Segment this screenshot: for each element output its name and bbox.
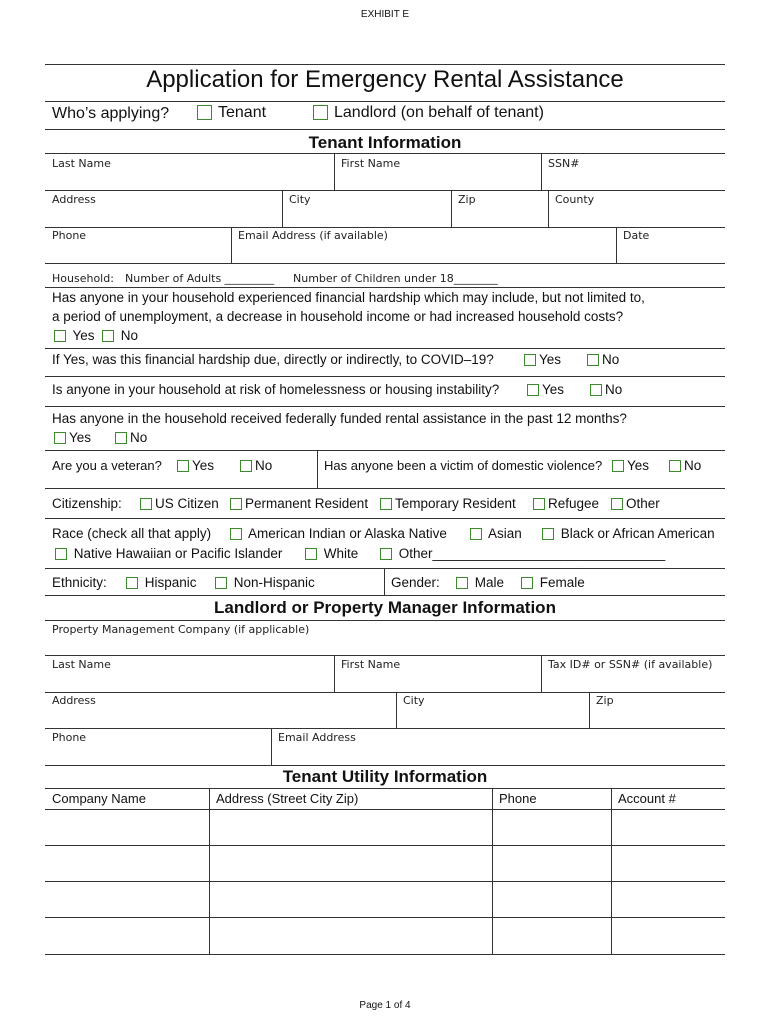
race-black-option[interactable] (542, 526, 715, 541)
table-row[interactable] (45, 809, 725, 810)
covid-yes-option[interactable] (524, 352, 561, 367)
adults-field[interactable]: Number of Adults _________ (125, 272, 275, 285)
hardship-no-label: No (120, 328, 139, 343)
divider (589, 692, 590, 728)
homeless-yes-label: Yes (542, 382, 565, 397)
divider (45, 227, 725, 228)
divider (541, 655, 542, 692)
citizenship-permanent-option[interactable] (230, 496, 368, 511)
gender-female-checkbox[interactable] (521, 577, 533, 589)
federal-yes-label: Yes (69, 430, 92, 445)
landlord-last-name-field[interactable]: Last Name (52, 658, 111, 671)
exhibit-label: EXHIBIT E (360, 9, 410, 20)
covid-question: If Yes, was this financial hardship due, directly or indirectly, to COVID–19? (52, 352, 494, 367)
tenant-address-field[interactable]: Address (52, 193, 96, 206)
race-label: Race (check all that apply) (52, 526, 212, 541)
divider (45, 595, 725, 596)
divider (317, 450, 318, 488)
divider (271, 728, 272, 765)
federal-yes-option[interactable] (54, 430, 91, 445)
veteran-question: Are you a veteran? (52, 458, 162, 473)
federal-yes-checkbox[interactable] (54, 432, 66, 444)
covid-no-option[interactable] (587, 352, 619, 367)
race-black-checkbox[interactable] (542, 528, 554, 540)
covid-no-checkbox[interactable] (587, 354, 599, 366)
domestic-yes-checkbox[interactable] (612, 460, 624, 472)
applying-landlord-option[interactable] (313, 104, 544, 122)
divider (396, 692, 397, 728)
veteran-no-label: No (255, 458, 273, 473)
divider (282, 190, 283, 227)
utility-info-header: Tenant Utility Information (282, 767, 488, 786)
citizenship-other-label: Other (626, 496, 660, 511)
utility-col-address: Address (Street City Zip) (216, 791, 359, 806)
race-other-option[interactable] (380, 546, 665, 561)
applying-tenant-option[interactable] (197, 104, 266, 122)
homeless-yes-option[interactable] (527, 382, 564, 397)
table-row[interactable] (45, 881, 725, 882)
citizenship-other-checkbox[interactable] (611, 498, 623, 510)
tenant-first-name-field[interactable]: First Name (341, 157, 401, 170)
landlord-zip-field[interactable]: Zip (596, 694, 614, 707)
race-white-label: White (323, 546, 359, 561)
gender-male-label: Male (474, 575, 505, 590)
divider (45, 788, 725, 789)
federal-no-label: No (130, 430, 148, 445)
domestic-yes-label: Yes (627, 458, 650, 473)
divider (45, 64, 725, 65)
divider (541, 153, 542, 190)
divider (334, 153, 335, 190)
citizenship-temporary-label: Temporary Resident (395, 496, 516, 511)
citizenship-refugee-option[interactable] (533, 496, 599, 511)
homeless-yes-checkbox[interactable] (527, 384, 539, 396)
divider (45, 620, 725, 621)
tenant-city-field[interactable]: City (289, 193, 311, 206)
domestic-question: Has anyone been a victim of domestic violence? (324, 458, 603, 473)
ethnicity-non-hispanic-option[interactable] (215, 575, 315, 590)
tenant-email-field[interactable]: Email Address (if available) (238, 229, 388, 242)
tenant-ssn-field[interactable]: SSN# (548, 157, 580, 170)
race-american-indian-label: American Indian or Alaska Native (248, 526, 447, 541)
divider (45, 518, 725, 519)
divider (209, 788, 210, 954)
divider (616, 227, 617, 263)
divider (45, 129, 725, 130)
gender-label: Gender: (391, 575, 440, 590)
race-american-indian-option[interactable] (230, 526, 447, 541)
landlord-first-name-field[interactable]: First Name (341, 658, 401, 671)
race-white-option[interactable] (305, 546, 358, 561)
divider (45, 101, 725, 102)
homeless-no-option[interactable] (590, 382, 622, 397)
race-american-indian-checkbox[interactable] (230, 528, 242, 540)
tenant-info-header: Tenant Information (308, 133, 462, 152)
hardship-yes-option[interactable] (54, 328, 95, 343)
divider (45, 568, 725, 569)
hardship-no-option[interactable] (102, 328, 138, 343)
page-number: Page 1 of 4 (359, 1000, 411, 1011)
tenant-date-field[interactable]: Date (623, 229, 650, 242)
divider (334, 655, 335, 692)
table-row[interactable] (45, 917, 725, 918)
tenant-checkbox[interactable] (197, 105, 212, 120)
covid-yes-label: Yes (539, 352, 562, 367)
citizenship-us-label: US Citizen (155, 496, 219, 511)
landlord-phone-field[interactable]: Phone (52, 731, 87, 744)
veteran-yes-option[interactable] (177, 458, 214, 473)
domestic-no-option[interactable] (669, 458, 701, 473)
race-black-label: Black or African American (560, 526, 715, 541)
landlord-email-field[interactable]: Email Address (278, 731, 356, 744)
homeless-no-label: No (605, 382, 623, 397)
hardship-yes-label: Yes (72, 328, 95, 343)
divider (548, 190, 549, 227)
hardship-line1: Has anyone in your household experienced financial hardship which may include, but not limited to, (52, 290, 645, 305)
landlord-checkbox[interactable] (313, 105, 328, 120)
utility-col-account: Account # (618, 791, 676, 806)
tenant-county-field[interactable]: County (555, 193, 595, 206)
covid-no-label: No (602, 352, 620, 367)
federal-no-checkbox[interactable] (115, 432, 127, 444)
table-row[interactable] (45, 845, 725, 846)
ethnicity-hispanic-checkbox[interactable] (126, 577, 138, 589)
divider (451, 190, 452, 227)
covid-yes-checkbox[interactable] (524, 354, 536, 366)
hardship-no-checkbox[interactable] (102, 330, 114, 342)
gender-female-option[interactable] (521, 575, 585, 590)
citizenship-refugee-checkbox[interactable] (533, 498, 545, 510)
ethnicity-hispanic-label: Hispanic (144, 575, 197, 590)
domestic-no-label: No (684, 458, 702, 473)
tenant-label: Tenant (218, 104, 267, 121)
utility-col-company: Company Name (52, 791, 146, 806)
homeless-question: Is anyone in your household at risk of homelessness or housing instability? (52, 382, 500, 397)
race-asian-option[interactable] (470, 526, 522, 541)
landlord-tax-id-field[interactable]: Tax ID# or SSN# (if available) (548, 658, 713, 671)
ethnicity-non-hispanic-checkbox[interactable] (215, 577, 227, 589)
household-label: Household: (52, 272, 114, 285)
gender-male-option[interactable] (456, 575, 504, 590)
divider (45, 450, 725, 451)
divider (492, 788, 493, 954)
federal-no-option[interactable] (115, 430, 147, 445)
page-title: Application for Emergency Rental Assistance (146, 66, 624, 93)
divider (45, 153, 725, 154)
citizenship-permanent-checkbox[interactable] (230, 498, 242, 510)
divider (45, 287, 725, 288)
tenant-last-name-field[interactable]: Last Name (52, 157, 111, 170)
ethnicity-hispanic-option[interactable] (126, 575, 197, 590)
veteran-no-checkbox[interactable] (240, 460, 252, 472)
race-other-checkbox[interactable] (380, 548, 392, 560)
citizenship-temporary-option[interactable] (380, 496, 516, 511)
divider (45, 728, 725, 729)
citizenship-other-option[interactable] (611, 496, 660, 511)
landlord-city-field[interactable]: City (403, 694, 425, 707)
divider (45, 655, 725, 656)
divider (45, 348, 725, 349)
race-asian-label: Asian (488, 526, 522, 541)
race-white-checkbox[interactable] (305, 548, 317, 560)
gender-male-checkbox[interactable] (456, 577, 468, 589)
divider (45, 692, 725, 693)
landlord-company-field[interactable]: Property Management Company (if applicable) (52, 623, 310, 636)
domestic-no-checkbox[interactable] (669, 460, 681, 472)
divider (45, 765, 725, 766)
applying-row (52, 105, 169, 123)
citizenship-temporary-checkbox[interactable] (380, 498, 392, 510)
tenant-zip-field[interactable]: Zip (458, 193, 476, 206)
homeless-no-checkbox[interactable] (590, 384, 602, 396)
applying-question: Who’s applying? (52, 105, 170, 122)
domestic-yes-option[interactable] (612, 458, 649, 473)
divider (45, 263, 725, 264)
landlord-label: Landlord (on behalf of tenant) (334, 104, 544, 121)
race-asian-checkbox[interactable] (470, 528, 482, 540)
landlord-address-field[interactable]: Address (52, 694, 96, 707)
table-row[interactable] (45, 954, 725, 955)
federal-question: Has anyone in the household received federally funded rental assistance in the past 12 months? (52, 411, 627, 426)
divider (45, 488, 725, 489)
children-field[interactable]: Number of Children under 18________ (293, 272, 498, 285)
divider (231, 227, 232, 263)
citizenship-us-option[interactable] (140, 496, 219, 511)
veteran-yes-label: Yes (192, 458, 215, 473)
landlord-info-header: Landlord or Property Manager Information (214, 598, 556, 617)
divider (45, 376, 725, 377)
divider (384, 568, 385, 595)
gender-female-label: Female (539, 575, 585, 590)
utility-col-phone: Phone (499, 791, 537, 806)
divider (611, 788, 612, 954)
citizenship-permanent-label: Permanent Resident (245, 496, 369, 511)
ethnicity-non-hispanic-label: Non-Hispanic (233, 575, 315, 590)
race-hawaiian-option[interactable] (55, 546, 282, 561)
hardship-yes-checkbox[interactable] (54, 330, 66, 342)
citizenship-refugee-label: Refugee (548, 496, 600, 511)
divider (45, 406, 725, 407)
race-hawaiian-checkbox[interactable] (55, 548, 67, 560)
divider (45, 190, 725, 191)
veteran-no-option[interactable] (240, 458, 272, 473)
race-other-label: Other_______________________________ (398, 546, 666, 561)
citizenship-us-checkbox[interactable] (140, 498, 152, 510)
hardship-line2: a period of unemployment, a decrease in household income or had increased household costs? (52, 309, 624, 324)
ethnicity-label: Ethnicity: (52, 575, 107, 590)
citizenship-label: Citizenship: (52, 496, 122, 511)
tenant-phone-field[interactable]: Phone (52, 229, 87, 242)
veteran-yes-checkbox[interactable] (177, 460, 189, 472)
race-hawaiian-label: Native Hawaiian or Pacific Islander (73, 546, 283, 561)
